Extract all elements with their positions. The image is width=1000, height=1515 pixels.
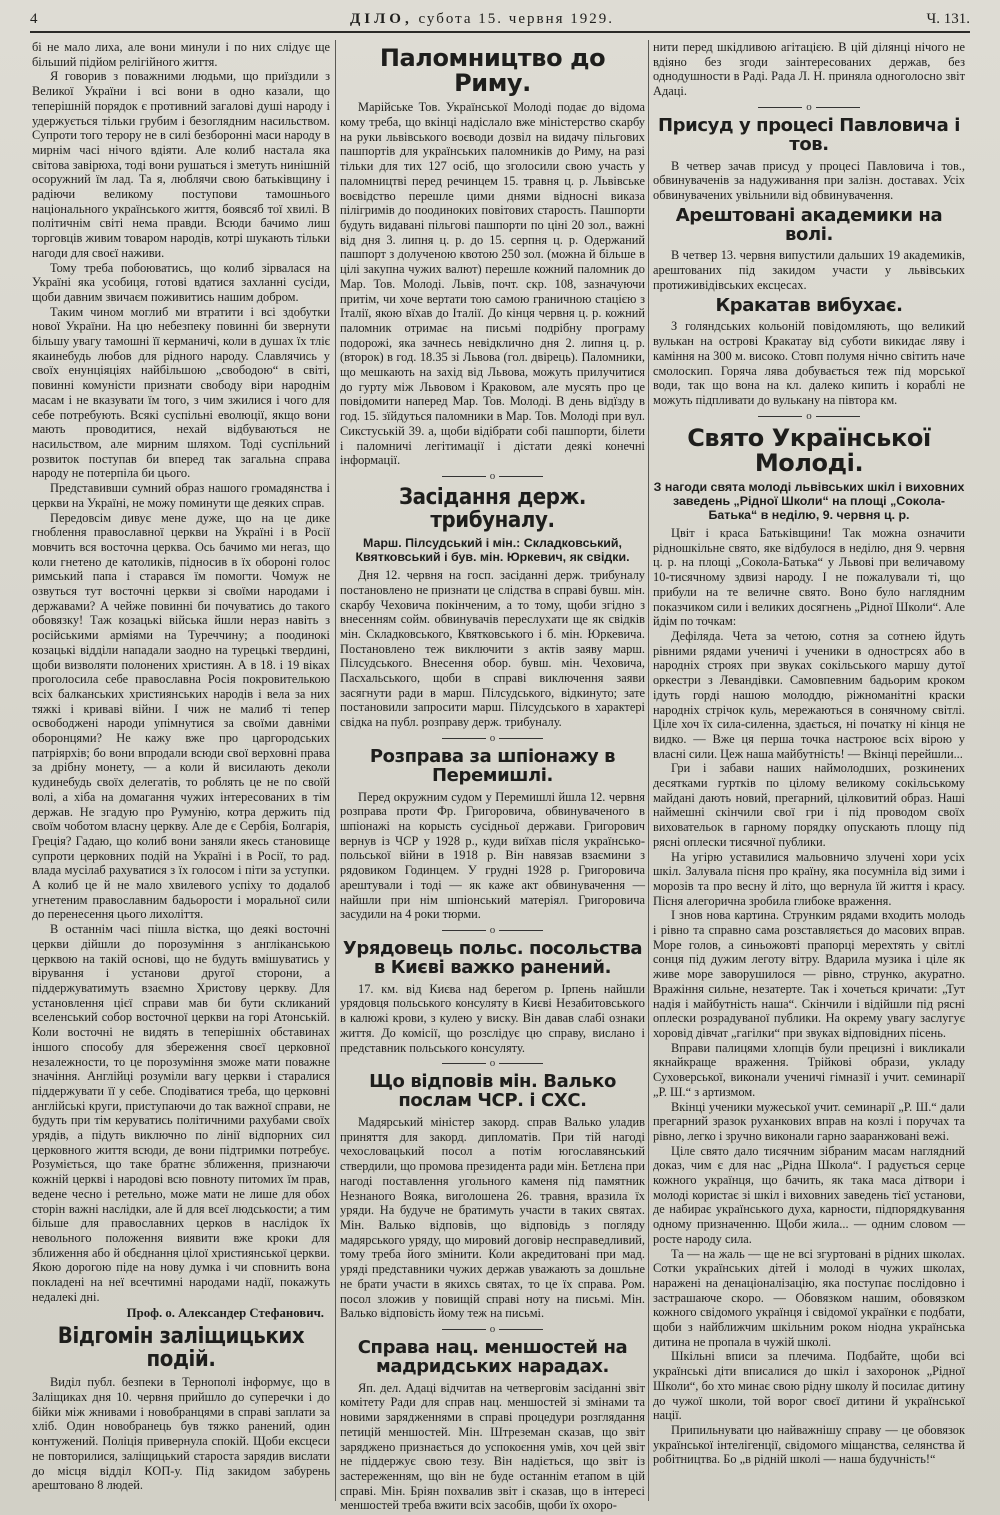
paragraph: Тому треба побоюватись, що колиб зірвалася на Україні яка усобиця, готові вдатися захланні сусіди, щоби давним звичаєм поживитись нашим добром. bbox=[32, 260, 330, 304]
article-signature: Проф. о. Александер Стефанович. bbox=[126, 1306, 324, 1321]
page-header bbox=[30, 8, 970, 30]
ornament-divider: o bbox=[340, 1323, 645, 1335]
ornament-divider: o bbox=[340, 732, 645, 744]
ornament-divider: o bbox=[340, 470, 645, 482]
headline-kyiv: Урядовець польс. посольства в Києві важко ранений. bbox=[342, 937, 643, 978]
header-rule bbox=[30, 31, 970, 33]
paragraph: Марійське Тов. Української Молоді подає до відома кому треба, що вкінці надіслало вже міністерство скарбу на руки львівського воєводи дозвіл на видачу пільгових пашпортів для українських паломників до Риму, на разі тільки для тих 127 осіб, що зголосили свою участь у паломництві перед речинцем 15. травня ц. р. Львівське воєвідство перешле цими днями відносні виказа пілігримів до поодиноких повітових старость. Пашпорти будуть видавані пільгові пашпорти по ціні 20 зол., важні від дня 3. липня ц. р. до 15. серпня ц. р. Одержаний пашпорт з долученою квотою 250 зол. (можна й більше в цілі закупна чужих валют) перешле кожний паломник до Мар. Тов. Молоді. Львів, почт. скр. 108, зазначуючи притім, чи хоче вертати тою самою граничною стацією з Італії, якою вїхав до Італії. До кінця червня ц. р. кожний паломник отримає на письмі подрібну програму подорожі, яка зачнесь невідклично дня 2. липня ц. р. (второк) в год. 18.35 зі Львова (гол. двірець). Паломники, що мешкають на захід від Львова, можуть прилучитися до гурту між Львовом і Краковом, але мусять про це повідомити наперед Мар. Тов. Молоді. В день відїзду в год. 15. зїйдуться паломники в Мар. Тов. Молоді при вул. Сикстуській 39. а, щоби відібрати собі пашпорти, білети і паломничі легітимації і дістати деякі конечні інформації. bbox=[340, 100, 645, 468]
ornament-divider: o bbox=[340, 1057, 645, 1069]
ornament-divider: o bbox=[653, 101, 965, 113]
paper-title: ДІЛО, bbox=[349, 10, 413, 27]
subheadline-youth-festival: З нагоди свята молоді львівських шкіл і виховних заведень „Рідної Школи“ на площі „Сокола-Батька“ в неділю, 9. червня ц. р. bbox=[653, 480, 965, 523]
paragraph: Припильнувати цю найважнішу справу — це обовязок української інтелігенції, свідомого міщанства, селянства й робітництва. Бо „в рідній школі — наша будучність!“ bbox=[653, 1422, 965, 1467]
paragraph: Цвіт і краса Батьківщини! Так можна означити рідношкільне свято, яке відбулося в неділю, дня 9. червня ц. р. на площі „Сокола-Батька“ у Львові при величавому 10-тисячному здвизі народу. І не пожалували ті, що прибули на те величне свято. Воно було наглядним показчиком сили і великих досягнень „Рідної Школи“. Але йдім по точкам: bbox=[653, 526, 965, 629]
paragraph: Перед окружним судом у Перемишлі йшла 12. червня розправа проти Фр. Григоровича, обвинуваченого в шпіонажі на корысть сусідньої держави. Григорович вернув із ЧСР у 1928 р., куди виїхав після українсько-польської війни в 1918 р. Він навязав взаємини з рядовиком Годинцем. У грудні 1928 р. Григоровича арештували і тоді — як каже акт обвинувачення — найшли при нім шпіонський матеріял. Григоровича засудили на 4 роки тюрми. bbox=[340, 789, 645, 922]
column-2 bbox=[340, 40, 645, 1513]
paragraph: Шкільні вписи за плечима. Подбайте, щоби всі українські діти вписалися до шкіл і захоронок „Рідної Школи“, бо хто минає свою рідну школу й посилає дитину до чужої школи, той ворог своєї дитини й української нації. bbox=[653, 1349, 965, 1423]
paragraph: Виділ публ. безпеки в Тернополі інформує, що в Заліщиках дня 10. червня прийшло до суперечки і до бійки між жнивами і новобранцями в справі заплати за хліб. Один новобранець був тяжко ранений, один контужений. Поліція привернула спокій. Щоби ексцеси не повторилися, заліщицький староста зарядив вислати до місця відділ КОП-у. Під закидом забурень арештовано 8 людей. bbox=[32, 1375, 330, 1493]
paragraph: Таким чином моглиб ми втратити і всі здобутки нової України. На цю небезпеку повинні би звернути більшу увагу тамошні її керманичі, коли в душах їх тліє якаинебудь любов для рідного народу. Славлячись у своїх енунціяціях найбільшою „свободою“ в світі, повинні комуністи признати свободу віри народнім масам і не вказувати їм того, з чим зжилися і чого для себе потребують. Всякі суспільні еволюції, якщо вони мають проводитися, нехай відбуваються не насильством, але мирним шляхом. Тоді суспільний розвиток поступав би вперед так загальна справа народу не потерпіла би цього. bbox=[32, 304, 330, 481]
page-number: 4 bbox=[30, 10, 38, 27]
subheadline-tribunal: Марш. Пілсудський і мін.: Складковський, Квятковський і був. мін. Юркевич, як свідки. bbox=[355, 536, 630, 565]
headline-espionage: Розправа за шпіонажу в Перемишлі. bbox=[369, 745, 616, 786]
paragraph: Мадярський міністер закорд. справ Валько уладив приняття для закорд. дипломатів. При тій нагоді чехословацький посол а потім югославянський ствердили, що промова президента ради мін. Бетлєна при нагоді поставлення угольного каменя під памятник Незнаного Вояка, виголошена 26. травня, вразила їх уряди. На будуче не братимуть участи в таких святах. Мін. Валько відповів, що відповідь з погляду мадярського уряду, що мировий договір несправедливий, тому треба його змінити. Коли акредитовані при мад. уряді представники чужих держав уважають за дошльне не брати участи в якихсь святах, то це їх справа. Ром. посол зложив у повищій справі ноту на письмі. Мін. Валько відповість йому теж на письмі. bbox=[340, 1115, 645, 1321]
paragraph: Передовсім дивує мене дуже, що на це дике гноблення православної церкви на Україні і в Росії мовчить вся восточна церква. Ось бачимо ми неraз, що коли гнетено де католиків, підносив в їх обороні голос римський папа і старався їм помогти. Чомуж не озвуться тут восточні церкви зі своїми народами і державами? А чейже повинні би почуватись до такого обовязку! Тaж козацькі війська йшли нераз навіть з російськими арміями на Туреччину; а поодинокі козацькі відділи нападали заодно на турецькі твердині, щоби визволяти полонених християн. А в 18. і 19 віках проголосила себе православна Росія покровителькою всіх балканських християнських народів і вела за них тяжкі і криваві війни. І чиж не малиб ті тепер освободжені народи упімнутися за своїми давніми оборонцями? Не кажу вже про царгородських патріярхів; бо вони впродали всюди свої верховні права за дрібну монету, — а коли й висилають деколи кудинебудь своїх делегатів, то роблять це не по своїй волі, а хіба на домагання чужих інтересованих в тім держав. Не згадую про Румунію, котра держить під своїм чоботом власну церкву. Але де є Сербія, Болгарія, Греція? Гадаю, що колиб вони заняли якесь становище супроти церковних подій на Україні і в Росії, то рад. влада мусілаб рахуватися з їх голосом і піти за уступки. А колиб це й не мало хвилевого успіху то додалоб угнетеним православним бадьорости і моральної сили до перенесення цього лихоліття. bbox=[32, 510, 330, 922]
headline-krakatau: Кракатав вибухає. bbox=[715, 294, 903, 316]
paragraph: Яп. дел. Адаці відчитав на четверговім засіданні звіт комітету Ради для справ нац. меншостей зі змінами та новими зарядженнями в справі процедури розглядання петицій меншостей. Мін. Штреземан сказав, що звіт заряджено признається до успокоєння умів, хоч цей звіт не піддержує свою тезу. Він надіється, що звіт із застереженням, що він не буде останнім етапом в цій справі. Мін. Бріян похвалив звіт і сказав, що в інтересі меншостей треба вжити всіх засобів, щоби їх охоро- bbox=[340, 1380, 645, 1513]
paragraph: Вправи палицями хлопців були прецизні і викликали якнайкраще враження. Трійкові образи, укладу Суховерської, виконали ученичі гімназії і учит. семинарії „Р. Ш.“ з артизмом. bbox=[653, 1040, 965, 1099]
paragraph: Та — на жаль — ще не всі згуртовані в рідних школах. Сотки українських дітей і молоді в чужих школах, наражені на денаціоналізацію, яка поступає послідовно і застрашаюче скоро. — Обовязком нашим, обовязком кожного свідомого українця і свідомої українки є подбати, щоби з найближчим шкільним роком ніодна українська дитина не пропала в чужій школі. bbox=[653, 1246, 965, 1349]
headline-academics: Арештовані академики на волі. bbox=[675, 204, 943, 245]
ornament-divider: o bbox=[340, 924, 645, 936]
headline-rome-pilgrimage: Паломництво до Риму. bbox=[379, 44, 606, 98]
paragraph: Представивши сумний образ нашого громадянства і церкви на Україні, не можу поминути ще деяких справ. bbox=[32, 481, 330, 510]
paragraph: В останнім часі пішла вістка, що деякі восточні церкви дійшли до порозуміння з англіканською церквою на такій основі, що не будуть вмішуватись у вірування і установи другої сторони, а піддержуватимуть взаємно Христову церкву. Для установлення цієї справи мав би бути скликаний вселенський собор восточної церкви на горі Атонській. Коли восточні не видять в теперішніх обставинах іншого способу для збереження своєї церковної незалежности, то це порозуміння зможе мати поважне значіння. Англійці розуміли вагу церкви і старалися піддержувати її у себе. Сподіватися треба, що церковні англійські круги, приступаючи до так важної справи, не будуть при тім керуватись політичними рахубами своїх урядів, а підуть виключно по лінії відпорних сил церковного життя всюди, де вони підтримки потребує. Розуміється, що таке братнє зближення, признаючи кожній церкві і народові всю повноту питомих їм прав, ведене чесно і ретельно, може мати не лише для обох сторін важні наслідки, але й для всеї людськости; а тим більше для православних церков в наслідок їх невольного положення виявити вже кроки для зближення або й обєднання цілої християнської церкви. Якою дорогою піде на нову думка і чи сповнить вона покладені на неї всечтимні народами надії, покажуть недалекі дні. bbox=[32, 922, 330, 1304]
column-divider bbox=[648, 40, 649, 1501]
paragraph: Гри і забави наших наймолодших, розкинених десятками гуртків по цілому великому сокільському майдані дають новий, прегарний, цілковитий образ. Наші наймешні скінчили свої гри і під проводом своїх виховательок в гарному порядку опускають площу під рясні оплески тисячної публики. bbox=[653, 761, 965, 849]
paragraph: Ціле свято дало тисячним зібраним масам наглядний доказ, чим є для нас „Рідна Школа“. І радується серце кожного українця, що бачить, як така маса дітвори і молоді користає зі шкіл і виховних заведень тієї установи, де набирає українського духа, карности, підпорядкування одному призначенню. Щоби жила... — одним словом — росте народу сила. bbox=[653, 1143, 965, 1246]
headline-pavlovych-trial: Присуд у процесі Павловича і тов. bbox=[657, 114, 960, 155]
headline-walko: Що відповів мін. Валько послам ЧСР. і СХС. bbox=[369, 1071, 616, 1112]
paragraph: І знов нова картина. Струнким рядами входить молодь і рівно та справно сама розставляється до масових вправ. Море голов, а синьожовті прапорці мерехтять у світлі сонця під дужим леготу вітру. Вдарила музика і ціле як живе море заворушилося — рівно, струнко, акуратно. Вражіння сильне, незатерте. Так і хочеться кричати: „Тут надія і майбутність наша“. Скінчили і відійшли під рясні оплески розрадуваної публики. На окрему увагу заслугує хоровід дівчат „гагілки“ при звуках відповідних пісень. bbox=[653, 908, 965, 1040]
paragraph: В четвер зачав присуд у процесі Павловича і тов., обвинуваченів за надуживання при залізн. доставах. Усіх обвинувачених увільнили від обвинувачення. bbox=[653, 158, 965, 202]
paragraph: Дня 12. червня на госп. засіданні держ. трибуналу постановлено не признати це слідства в справі бувш. мін. скарбу Чеховича покінченим, а то тому, щоби згідно з внесенням сойм. обвинувачів переслухати ще як свідків мін. Складковського, Квятковського і б. мін. Юркевича. Постановлено теж виключити з актів заяву марш. Пілсудського. Внесення обор. бувш. мін. Чеховича, Пасхальського, щоби в справі виключення заяви засягнути ради в марш. Пілсудського, відкинуто; зате постановили запросити марш. Пілсудського в характері свідка на публ. розправу держ. трибуналу. bbox=[340, 568, 645, 730]
paragraph: Я говорив з поважними людьми, що приїздили з Великої України і всі вони в одно казали, що теперішній порядок є противний загалові душі народу і удержується тільки грубим і безоглядним насильством. Супроти того терору не в силі безборонні маси народу в мирнім часі нічого вдіяти. Але колиб настала яка світова завірюха, тоді вони рушаться і зметуть нинішній осоружний їм лад. Та я, люблячи свою батьківщину і радіючи великому поступови тамошнього національного українського життя, боявсяб тої хвилі. В політичнім світі нема правди. Всюди бачимо лиш торговців живим товаром народів, котрі шукають тільки нагоди для своєї наживи. bbox=[32, 69, 330, 260]
paragraph: Дефіляда. Чета за четою, сотня за сотнею йдуть рівними рядами ученичі і ученики в однострсях або в народніх строях при звуках сокільського маршу дутої оркестри з Левандівки. Самовпевним бадьорим кроком ідуть горді нашою молоддю, ріжноманітні краски народніх стрічок куль, мережаються в сонячному світлі. Ціле хоч їх сила-силенна, здається, ні початку ні кінця не видко. — Вже ця перша точка настроює всіх вірою у власні сили. Цеж наша майбутність! — Вкінці перейшли... bbox=[653, 629, 965, 761]
paragraph: В четвер 13. червня випустили дальших 19 академиків, арештованих під закидом участи у львівських протиживідівських ексцесах. bbox=[653, 248, 965, 292]
paragraph: бі не мало лиха, але вони минули і по них слідує ще більший підйом релігійного життя. bbox=[32, 40, 330, 69]
ornament-divider: o bbox=[653, 410, 965, 422]
paragraph: 17. км. від Києва над берегом р. Ірпень найшли урядовця польського консуляту в Києві Незабитовського в калюжі крови, з кулею у виску. Він давав слабі ознаки життя. До комісії, що розслідує цю справу, вислано і представник польського консуляту. bbox=[340, 981, 645, 1055]
paragraph: З голяндських кольоній повідомляють, що великий вулькан на острові Кракатау від суботи викидає ляву і каміння на 300 м. високо. Стовп полумя нічно світить наче смолоскип. Горяча лява добувається теж під морської води, так що вона на кл. далеко кипить і кораблі не можуть підпливати до вулькану на півтора км. bbox=[653, 319, 965, 407]
column-1 bbox=[32, 40, 330, 1501]
paragraph: На угірю уставилися мальовничо злучені хори усіх шкіл. Залувала пісня про країну, яка посумніла від зими і морозів та про весну й літо, що вернула їй життя і красу. Пісня алегорична зробила глибоке враження. bbox=[653, 849, 965, 908]
headline-tribunal: Засідання держ. трибуналу. bbox=[398, 484, 586, 534]
issue-number: Ч. 131. bbox=[926, 10, 970, 27]
headline-minorities: Справа нац. меншостей на мадридських нарадах. bbox=[357, 1336, 628, 1377]
headline-zalishchyky: Відгомін заліщицьких подій. bbox=[57, 1324, 305, 1373]
column-divider bbox=[335, 40, 336, 1501]
masthead bbox=[38, 11, 927, 28]
paragraph: нити перед шкідливою агітацією. В цій ділянці нічого не вдіяно без згоди заінтересованих держав, без однодушности в Раді. Рада Л. Н. приняла одноголосно звіт Адаці. bbox=[653, 40, 965, 99]
headline-youth-festival: Свято Української Молоді. bbox=[687, 423, 931, 477]
issue-date: субота 15. червня 1929. bbox=[418, 10, 615, 27]
column-3 bbox=[653, 40, 965, 1501]
paragraph: Вкінці ученики мужеської учит. семинарії „Р. Ш.“ дали прегарний зразок руханкових вправ на козлі і поручах та рівно, легко і зручно виконали гарно зааранжовані вежі. bbox=[653, 1099, 965, 1143]
